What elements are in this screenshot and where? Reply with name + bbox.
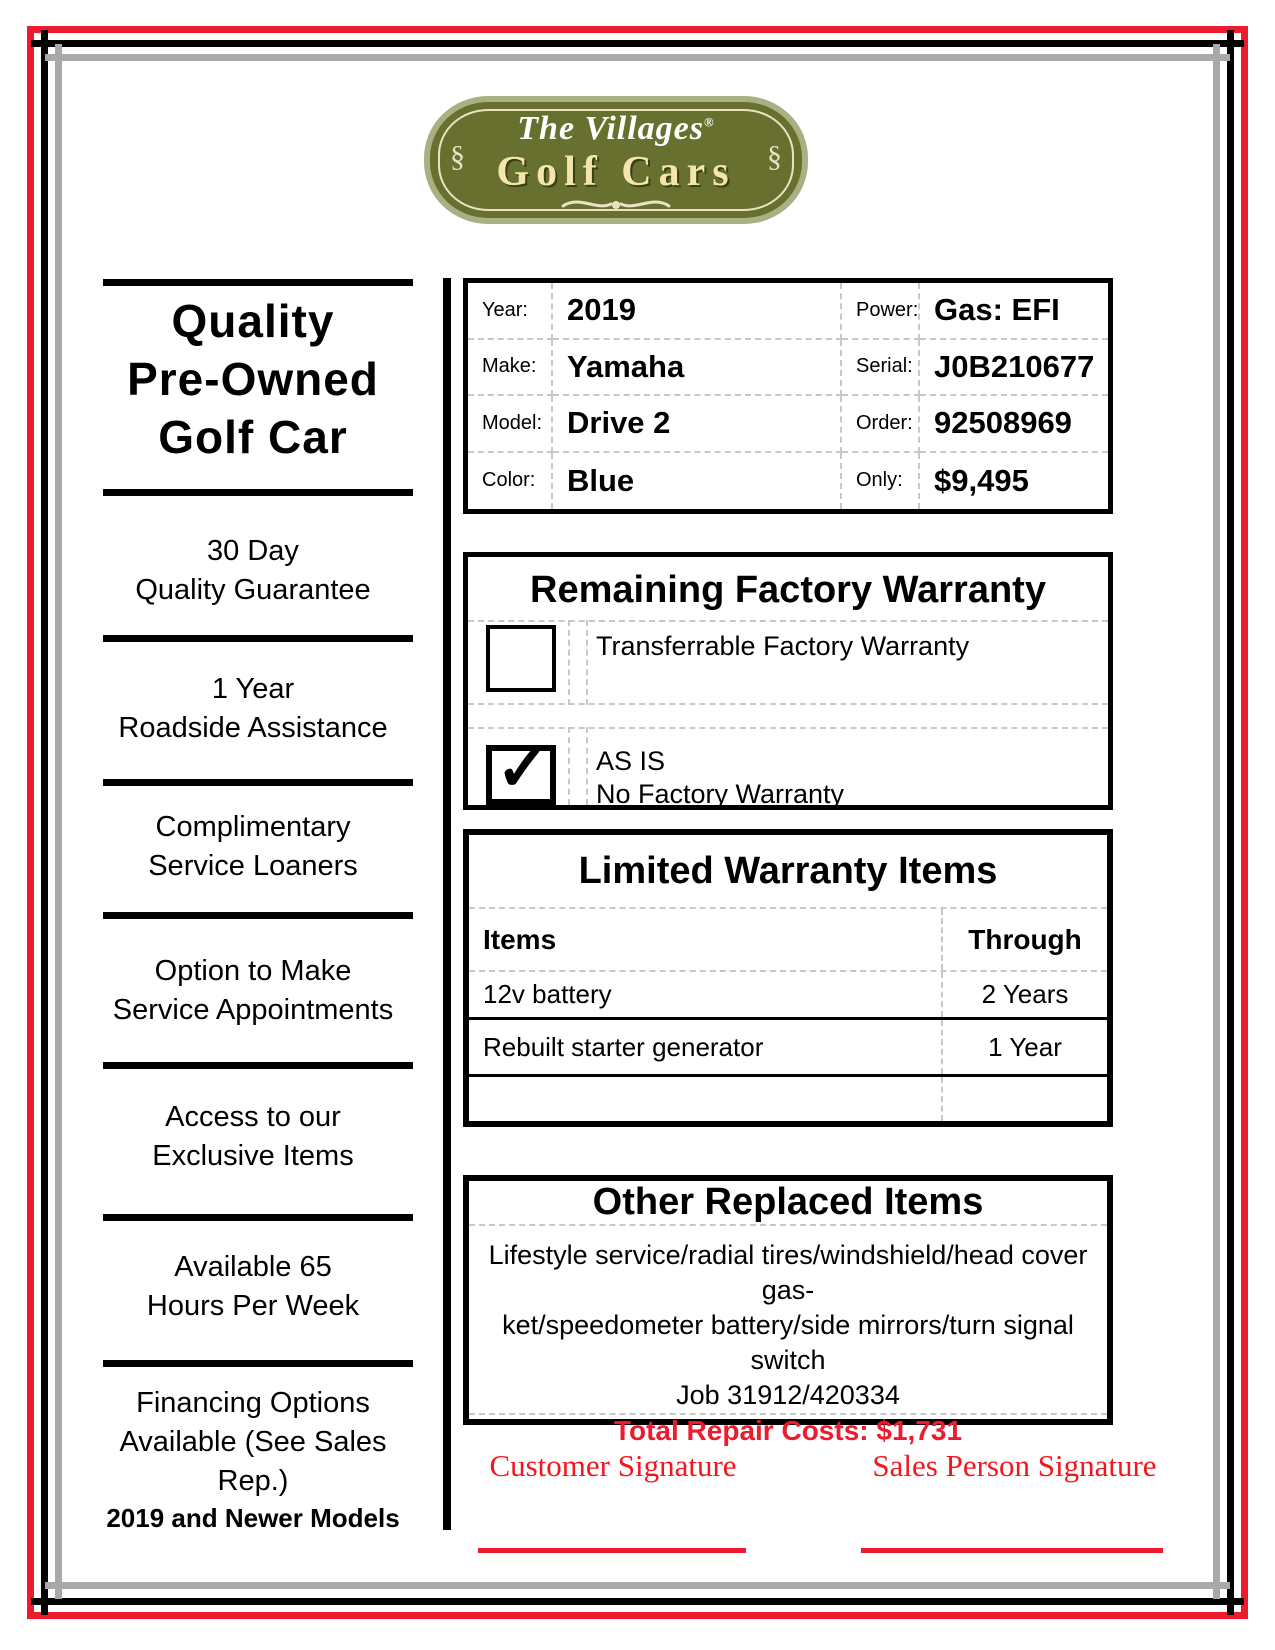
logo-brand-name: The Villages [517,110,704,147]
warranty-through-cell: 2 Years [941,972,1107,1017]
border-black-bottom [31,1598,1244,1605]
border-black-right [1227,30,1234,1615]
other-replaced-title: Other Replaced Items [592,1181,984,1223]
table-row [469,970,1107,1020]
dashed-divider [586,620,588,705]
sidebar-title-line: Pre-Owned [127,353,379,405]
no-warranty-line: No Factory Warranty [596,779,845,809]
sidebar-divider [103,779,413,786]
warranty-item-cell: Rebuilt starter generator [483,1031,764,1062]
limited-warranty-header-row [469,907,1107,970]
border-gray-top [45,54,1230,61]
vehicle-label: Order: [842,396,920,453]
benefit-line: Roadside Assistance [118,712,388,744]
sidebar-benefit-item [88,1384,418,1535]
vehicle-label: Model: [468,396,553,453]
sidebar-divider [103,1214,413,1221]
benefit-line: 30 Day [207,535,299,567]
warranty-through-cell [941,1077,1107,1121]
sidebar-benefit-item [88,670,418,748]
benefit-line: Available 65 [174,1251,332,1283]
dashed-divider [586,727,588,805]
border-gray-left [55,44,62,1599]
border-red-top [27,26,1248,33]
dashed-divider [568,727,570,805]
sidebar-title [88,292,418,466]
total-repair-costs: Total Repair Costs: $1,731 [469,1413,1107,1447]
sidebar-title-line: Quality [171,295,335,347]
description-line: Job 31912/420334 [676,1380,900,1410]
benefit-line: Access to our [165,1101,341,1133]
factory-warranty-box [463,552,1113,810]
other-replaced-box [463,1175,1113,1446]
border-gray-right [1213,44,1220,1599]
border-red-right [1241,26,1248,1619]
warranty-item-cell [469,1077,941,1121]
dashed-divider [468,703,1108,705]
sales-signature-line[interactable] [861,1548,1163,1553]
benefit-line: Service Appointments [112,994,394,1026]
description-line: Lifestyle service/radial tires/windshield/head cover gas- [488,1240,1088,1305]
logo-ornament-right-icon: § [767,140,782,173]
factory-warranty-title: Remaining Factory Warranty [530,569,1046,611]
sidebar-divider [103,635,413,642]
logo-ornament-left-icon: § [450,140,465,173]
checkbox-checked[interactable] [486,732,556,805]
sidebar-title-line: Golf Car [158,411,348,463]
table-row [469,1020,1107,1077]
vehicle-value: 2019 [553,283,842,340]
vehicle-value: Blue [553,453,842,510]
vehicle-label: Make: [468,340,553,397]
benefit-line: Quality Guarantee [135,574,371,606]
description-line: ket/speedometer battery/side mirrors/turn signal switch [502,1310,1074,1375]
factory-warranty-option-label [596,745,844,811]
benefit-line: Service Loaners [148,850,358,882]
benefit-line-bold: 2019 and Newer Models [106,1503,400,1533]
table-row-empty [469,1077,1107,1121]
sidebar-divider [103,1360,413,1367]
vehicle-label: Serial: [842,340,920,397]
benefit-line: Available (See Sales Rep.) [119,1426,387,1497]
sidebar-benefit-item [88,1248,418,1326]
vehicle-value: Drive 2 [553,396,842,453]
benefit-line: Financing Options [136,1387,370,1419]
vehicle-label: Power: [842,283,920,340]
vehicle-info-grid [468,283,1108,509]
limited-warranty-title: Limited Warranty Items [578,849,998,892]
vehicle-info-box [463,278,1113,514]
vehicle-label: Color: [468,453,553,510]
sidebar-benefit-item [88,1098,418,1176]
column-divider [443,278,451,1530]
border-red-bottom [27,1612,1248,1619]
customer-signature-label: Customer Signature [489,1448,737,1483]
sidebar-benefit-item [88,952,418,1030]
vehicle-value: $9,495 [934,462,1029,498]
border-red-left [27,26,34,1619]
dashed-divider [468,727,1108,729]
dashed-divider [568,620,570,705]
benefit-line: Option to Make [154,955,352,987]
dashed-divider [468,620,1108,622]
column-header-items: Items [483,923,557,955]
warranty-through-cell: 1 Year [941,1020,1107,1074]
sales-signature-label: Sales Person Signature [872,1448,1157,1483]
registered-trademark-icon: ® [704,114,715,130]
sidebar-divider [103,1062,413,1069]
logo-brand-script [424,110,808,148]
vehicle-value: J0B210677 [920,340,1108,397]
vehicle-value: Yamaha [553,340,842,397]
column-header-through: Through [941,909,1107,970]
factory-warranty-option-label: Transferrable Factory Warranty [596,631,970,661]
limited-warranty-box [463,829,1113,1127]
customer-signature-line[interactable] [478,1548,746,1553]
logo-flourish-icon [424,197,808,218]
sidebar-divider [103,279,413,286]
warranty-item-cell: 12v battery [483,979,612,1009]
vehicle-value: 92508969 [920,396,1108,453]
border-black-top [31,40,1244,47]
sidebar-benefit-item [88,532,418,610]
benefit-line: Exclusive Items [152,1140,354,1172]
sidebar-benefit-item [88,808,418,886]
border-black-left [41,30,48,1615]
vehicle-label: Year: [468,283,553,340]
vehicle-label: Only: [842,453,920,510]
sidebar-divider [103,912,413,919]
sidebar-divider [103,489,413,496]
benefit-line: Complimentary [155,811,351,843]
other-replaced-description [469,1224,1107,1413]
checkmark-icon: ✓ [496,732,550,804]
company-logo [424,96,808,224]
as-is-line: AS IS [596,746,666,776]
border-gray-bottom [45,1582,1230,1589]
vehicle-value: Gas: EFI [920,283,1108,340]
benefit-line: 1 Year [211,673,295,705]
checkbox-unchecked[interactable] [486,625,556,692]
benefit-line: Hours Per Week [146,1290,360,1322]
logo-brand-main: Golf Cars [496,149,736,195]
